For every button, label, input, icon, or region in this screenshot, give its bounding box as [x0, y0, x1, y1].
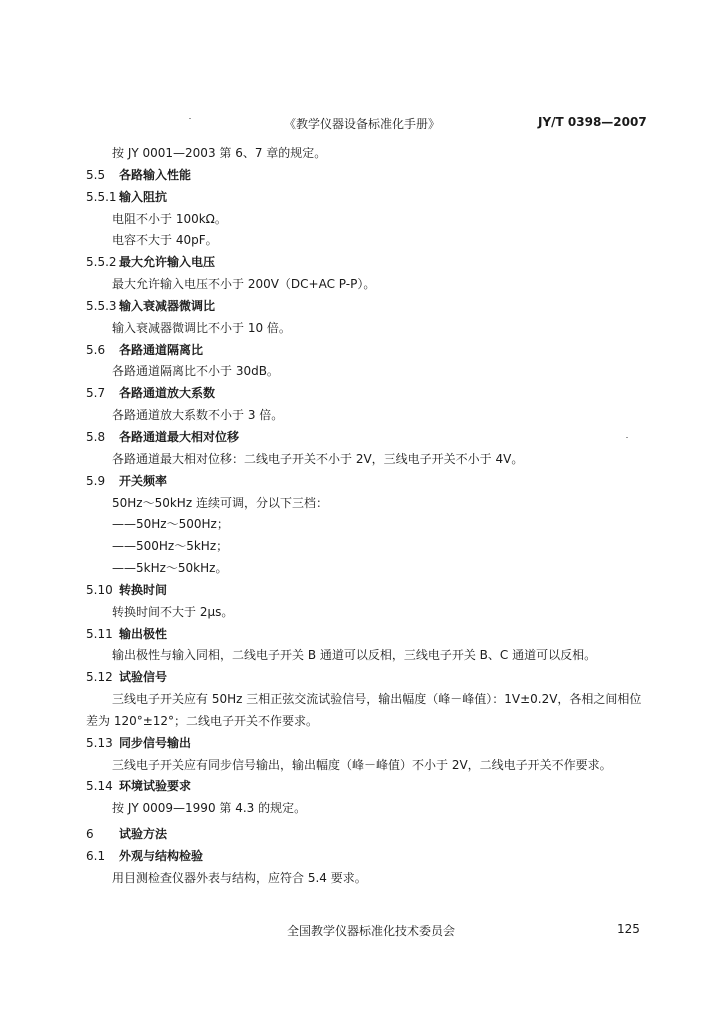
section-number: 5.7 — [86, 386, 106, 401]
section-heading — [86, 296, 646, 318]
body-text-line: 输入衰减器微调比不小于 10 倍。 — [112, 320, 291, 335]
body-text-line: 转换时间不大于 2μs。 — [112, 604, 234, 619]
body-text-line: 电容不大于 40pF。 — [112, 233, 218, 248]
body-text-line: 按 JY 0001—2003 第 6、7 章的规定。 — [112, 146, 327, 160]
section-number: 5.5 — [86, 167, 106, 182]
section-title: 环境试验要求 — [119, 779, 192, 794]
section-heading — [86, 340, 646, 362]
body-text-line: 输出极性与输入同相，二线电子开关 B 通道可以反相，三线电子开关 B、C 通道可以反相。 — [112, 648, 597, 663]
body-text-line: 最大允许输入电压不小于 200V（DC+AC P-P）。 — [112, 277, 376, 292]
section-title: 输入衰减器微调比 — [119, 298, 216, 313]
section-heading — [86, 471, 646, 493]
section-number: 5.14 — [86, 779, 113, 794]
section-number: 5.8 — [86, 429, 106, 444]
section-title: 各路通道放大系数 — [119, 386, 216, 401]
section-number: 5.6 — [86, 342, 106, 357]
section-number: 5.10 — [86, 582, 113, 597]
running-header-title: 《教学仪器设备标准化手册》 — [284, 117, 441, 131]
section-number: 6 — [86, 827, 94, 842]
section-heading — [86, 733, 646, 755]
section-title: 各路通道最大相对位移 — [119, 429, 240, 444]
section-title: 开关频率 — [119, 473, 168, 488]
body-text-line: ——5kHz～50kHz。 — [112, 561, 228, 576]
section-heading — [86, 667, 646, 689]
body-text-line: 三线电子开关应有同步信号输出，输出幅度（峰－峰值）不小于 2V，二线电子开关不作要求。 — [112, 757, 612, 772]
body-text-line: 各路通道最大相对位移：二线电子开关不小于 2V，三线电子开关不小于 4V。 — [112, 451, 524, 466]
section-number: 5.13 — [86, 735, 113, 750]
scan-speck — [626, 437, 628, 438]
section-heading — [86, 824, 646, 846]
body-text-line: 差为 120°±12°；二线电子开关不作要求。 — [86, 713, 319, 728]
body-text-line: 按 JY 0009—1990 第 4.3 的规定。 — [112, 801, 307, 816]
section-title: 各路输入性能 — [119, 167, 192, 182]
section-title: 最大允许输入电压 — [119, 255, 216, 270]
section-title: 试验信号 — [119, 670, 168, 685]
scan-speck — [189, 118, 191, 119]
body-text-line: ——50Hz～500Hz； — [112, 517, 229, 532]
section-number: 5.5.3 — [86, 298, 117, 313]
body-text-line: ——500Hz～5kHz； — [112, 539, 229, 554]
section-heading — [86, 165, 646, 187]
section-number: 5.12 — [86, 670, 113, 685]
section-heading — [86, 187, 646, 209]
section-title: 输入阻抗 — [119, 189, 168, 204]
section-heading — [86, 846, 646, 868]
standard-code: JY/T 0398—2007 — [538, 115, 647, 129]
section-heading — [86, 252, 646, 274]
section-title: 外观与结构检验 — [119, 849, 204, 863]
section-heading — [86, 383, 646, 405]
section-title: 转换时间 — [119, 582, 168, 597]
section-title: 输出极性 — [119, 626, 168, 641]
body-text-line: 用目测检查仪器外表与结构，应符合 5.4 要求。 — [112, 870, 367, 885]
body-text-line: 各路通道隔离比不小于 30dB。 — [112, 364, 279, 379]
section-number: 5.5.1 — [86, 189, 117, 204]
section-title: 各路通道隔离比 — [119, 342, 204, 357]
section-title: 同步信号输出 — [119, 735, 192, 750]
body-text-line: 电阻不小于 100kΩ。 — [112, 211, 227, 226]
section-number: 6.1 — [86, 849, 106, 863]
section-heading — [86, 427, 646, 449]
section-heading — [86, 624, 646, 646]
body-text-line: 各路通道放大系数不小于 3 倍。 — [112, 408, 284, 423]
document-body — [86, 143, 646, 890]
footer-organization: 全国教学仪器标准化技术委员会 — [287, 924, 456, 938]
section-number: 5.5.2 — [86, 255, 117, 270]
page-number: 125 — [617, 922, 640, 936]
section-number: 5.11 — [86, 626, 113, 641]
section-number: 5.9 — [86, 473, 106, 488]
section-heading — [86, 580, 646, 602]
section-title: 试验方法 — [119, 827, 168, 842]
section-heading — [86, 776, 646, 798]
body-text-line: 三线电子开关应有 50Hz 三相正弦交流试验信号，输出幅度（峰－峰值）：1V±0.2V，各相之间相位 — [112, 692, 642, 707]
body-text-line: 50Hz～50kHz 连续可调，分以下三档： — [112, 495, 328, 510]
